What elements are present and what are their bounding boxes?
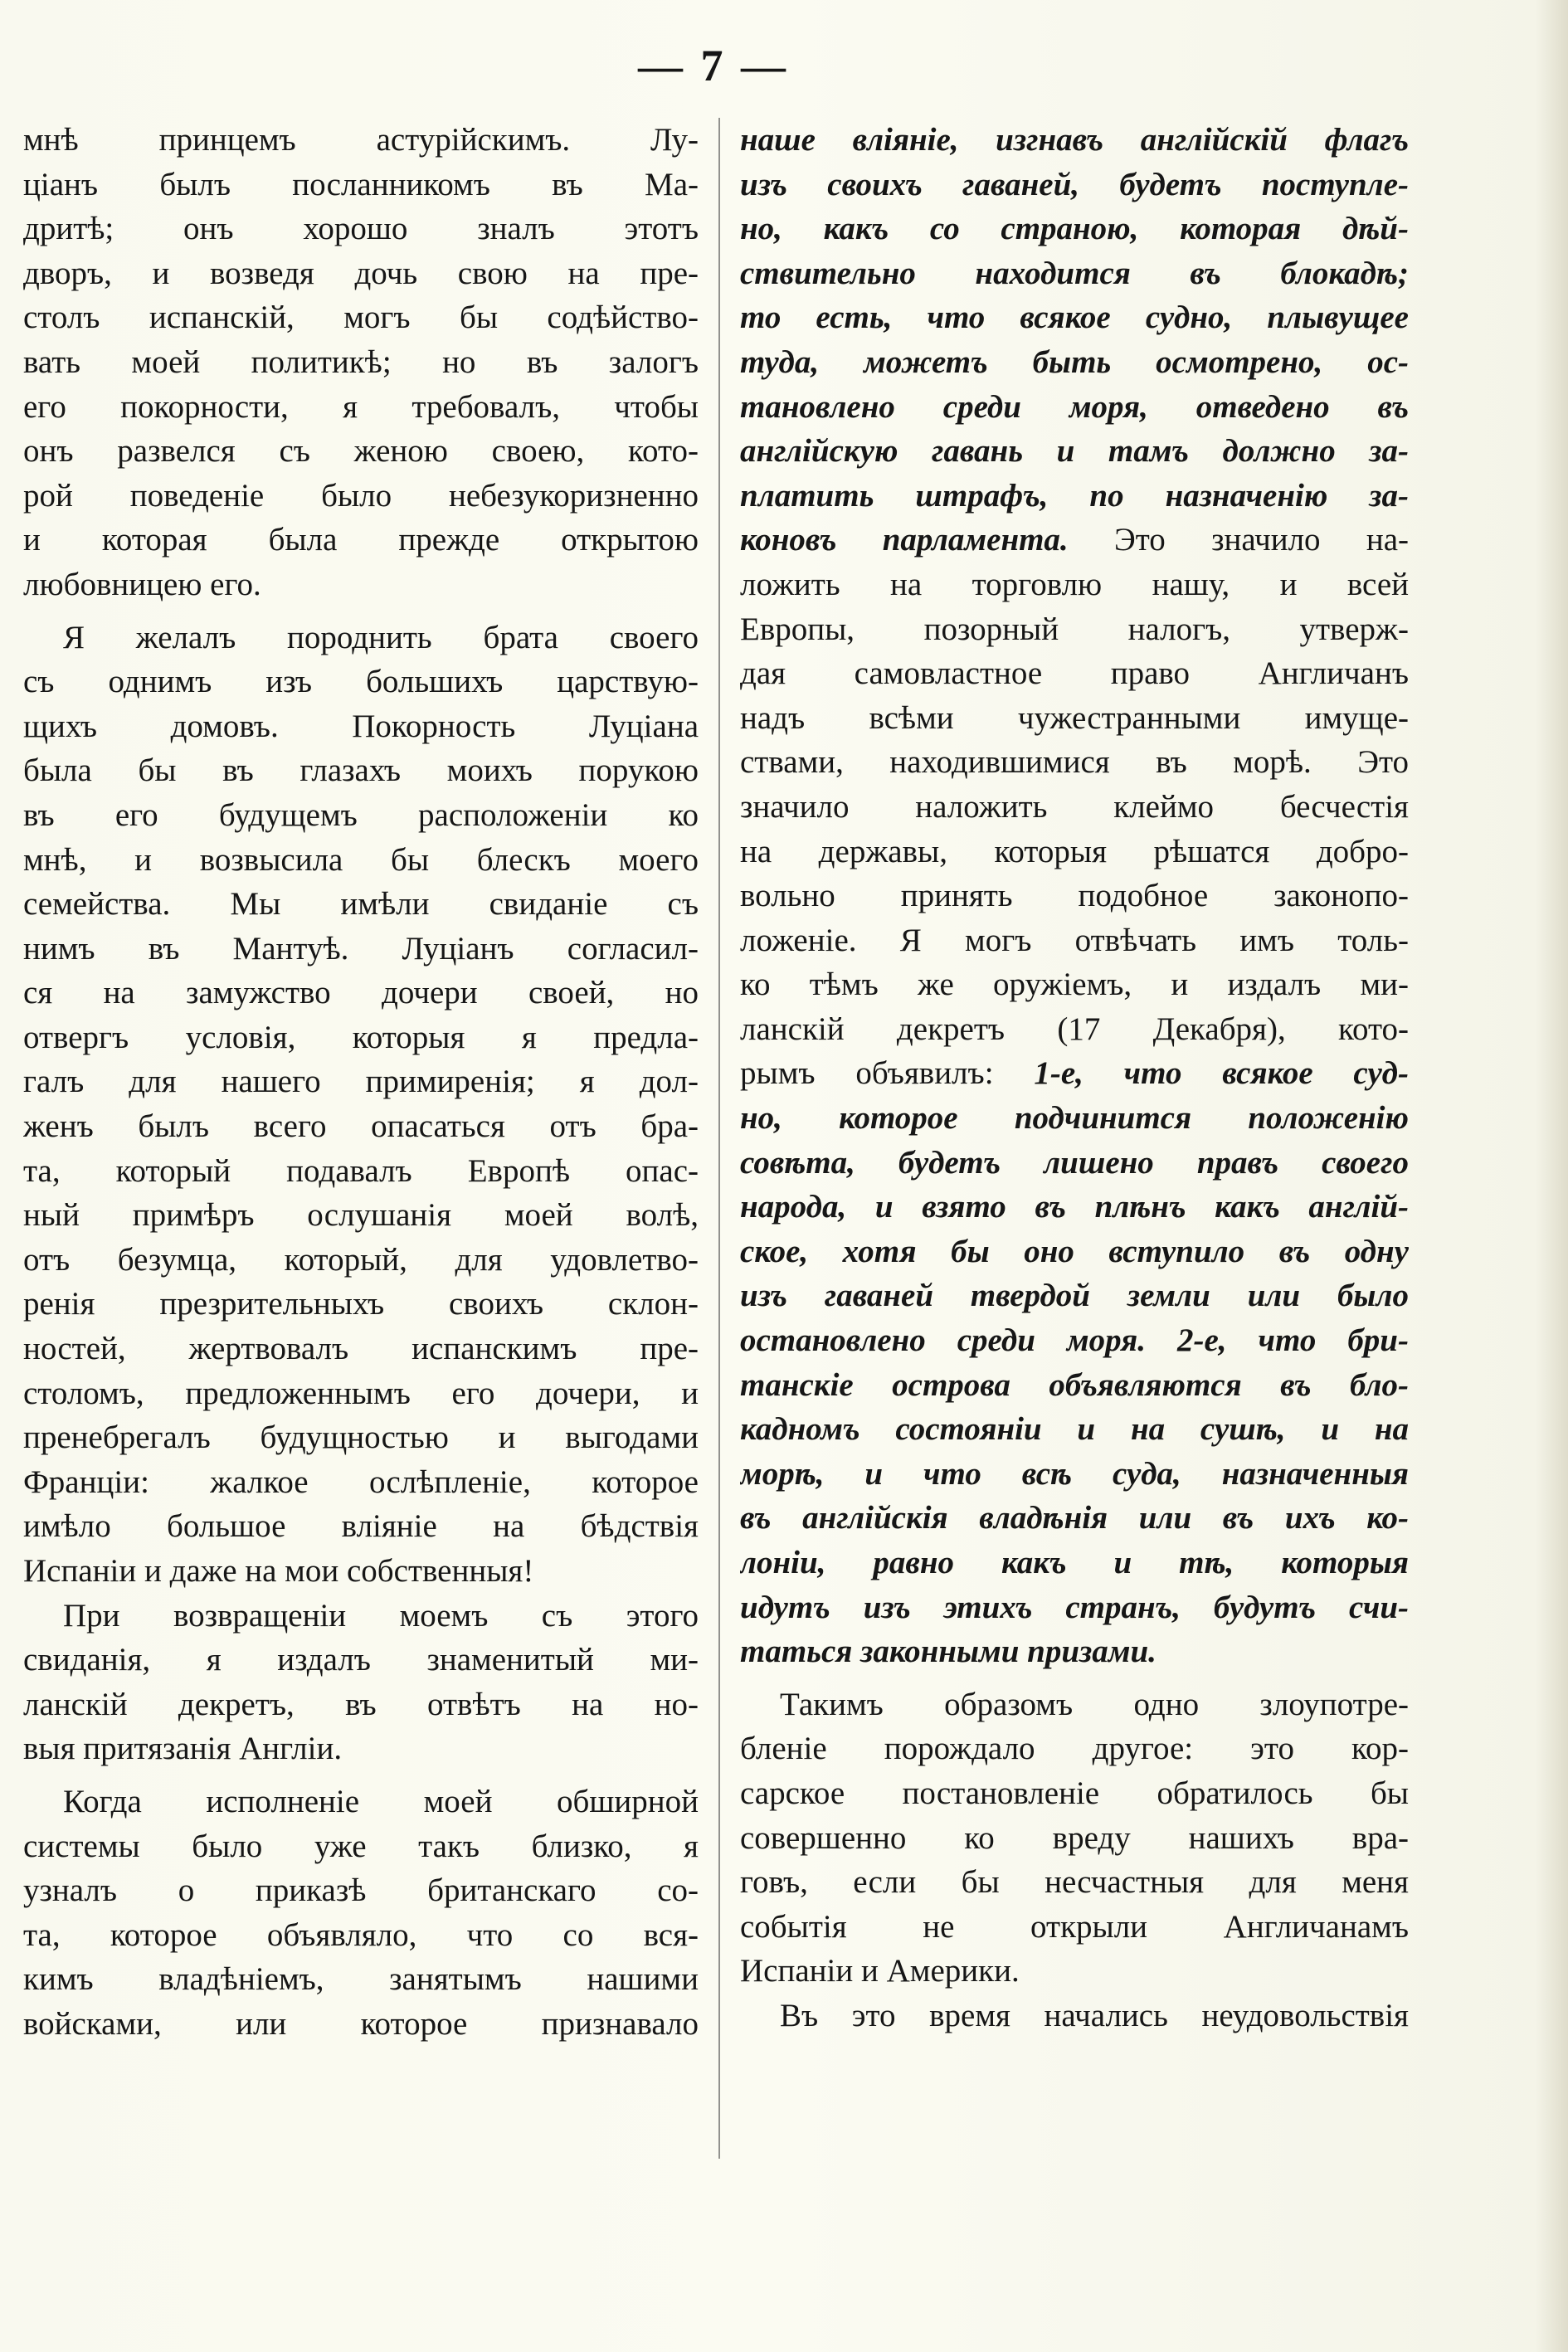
text-line: тановлено среди моря, отведено въ [740,388,1409,425]
text-line: ный примѣръ ослушанія моей волѣ, [23,1197,699,1234]
text-line: пренебрегалъ будущностью и выгодами [23,1419,699,1456]
text-line: ціанъ былъ посланникомъ въ Ма- [23,166,699,202]
text-line: ложеніе. Я могъ отвѣчать имъ толь- [740,922,1409,958]
text-line: идутъ изъ этихъ странъ, будутъ счи- [740,1589,1409,1625]
text-line: дая самовластное право Англичанъ [740,655,1409,692]
text-line: столомъ, предложеннымъ его дочери, и [23,1375,699,1411]
text-line: Такимъ образомъ одно злоупотре- [780,1686,1409,1722]
text-line: любовницею его. [23,566,261,602]
text-line: лоніи, равно какъ и тѣ, которыя [740,1545,1409,1580]
text-line: его покорности, я требовалъ, чтобы [23,388,699,425]
text-line: При возвращеніи моемъ съ этого [63,1597,699,1634]
text-line: ся на замужство дочери своей, но [23,975,699,1011]
text-line: совѣта, будетъ лишено правъ своего [740,1144,1409,1181]
text-line: мнѣ, и возвысила бы блескъ моего [23,841,699,878]
text-line: вольно принять подобное законопо- [740,878,1409,914]
text-line: женъ былъ всего опасаться отъ бра- [23,1108,699,1145]
text-line: то есть, что всякое судно, плывущее [740,299,1409,336]
text-line: отвергъ условія, которыя я предла- [23,1019,699,1055]
text-line: ланскій декретъ (17 Декабря), кото- [740,1010,1409,1047]
text-line: системы было уже такъ близко, я [23,1828,699,1864]
text-line: морѣ, и что всѣ суда, назначенныя [740,1455,1409,1492]
text-line: событія не открыли Англичанамъ [740,1908,1409,1945]
text-line: кимъ владѣніемъ, занятымъ нашими [23,1961,699,1998]
text-line: говъ, если бы несчастныя для меня [740,1864,1409,1901]
text-line: въ англійскія владѣнія или въ ихъ ко- [740,1500,1409,1536]
text-line: щихъ домовъ. Покорность Луціана [23,708,699,744]
text-line: дворъ, и возведя дочь свою на пре- [23,255,699,291]
text-line: ностей, жертвовалъ испанскимъ пре- [23,1331,699,1367]
text-line: таться законными призами. [740,1634,1157,1670]
text-line: та, которое объявляло, что со вся- [23,1916,699,1953]
text-line: но, какъ со страною, которая дѣй- [740,211,1409,247]
text-line: Испаніи и Америки. [740,1953,1020,1989]
text-line: войсками, или которое признавало [23,2005,699,2042]
text-line: съ однимъ изъ большихъ царствую- [23,664,699,700]
text-line: Европы, позорный налогъ, утверж- [740,611,1409,647]
text-line: нимъ въ Мантуѣ. Луціанъ согласил- [23,930,699,967]
text-line: Я желалъ породнить брата своего [63,619,699,655]
text-line: рой поведеніе было небезукоризненно [23,477,699,514]
text-line: мнѣ принцемъ астурійскимъ. Лу- [23,122,699,158]
text-line: сарское постановленіе обратилось бы [740,1775,1409,1811]
text-line: но, которое подчинится положенію [740,1100,1409,1137]
text-line: ствами, находившимися въ морѣ. Это [740,744,1409,781]
text-line: была бы въ глазахъ моихъ порукою [23,752,699,789]
text-line: ложить на торговлю нашу, и всей [740,566,1409,602]
text-line: Франціи: жалкое ослѣпленіе, которое [23,1463,699,1500]
text-line: Въ это время начались неудовольствія [780,1997,1409,2033]
text-line: совершенно ко вреду нашихъ вра- [740,1819,1409,1856]
text-line: Испаніи и даже на мои собственныя! [23,1553,534,1589]
text-line: ренія презрительныхъ своихъ склон- [23,1286,699,1322]
text-line: народа, и взято въ плѣнъ какъ англій- [740,1189,1409,1225]
page-number: — 7 — [638,41,789,90]
text-line: танскіе острова объявляются въ бло- [740,1366,1409,1403]
text-line: остановлено среди моря. 2-е, что бри- [740,1322,1409,1359]
text-line: онъ развелся съ женою своею, кото- [23,433,699,470]
text-line: платить штрафъ, по назначенію за- [740,477,1409,514]
text-line: та, который подавалъ Европѣ опас- [23,1152,699,1189]
text-line: кадномъ состояніи и на сушѣ, и на [740,1411,1409,1448]
text-line: коновъ парламента. Это значило на- [740,522,1409,558]
column-divider [718,118,720,2159]
text-line: изъ гаваней твердой земли или было [740,1278,1409,1314]
text-line: наше вліяніе, изгнавъ англійскій флагъ [740,122,1409,158]
text-line: ское, хотя бы оно вступило въ одну [740,1233,1409,1269]
text-line: дритѣ; онъ хорошо зналъ этотъ [23,211,699,247]
left-text-column [23,118,699,2047]
text-line: и которая была прежде открытою [23,522,699,558]
text-line: галъ для нашего примиренія; я дол- [23,1064,699,1100]
text-line: бленіе порождало другое: это кор- [740,1731,1409,1767]
text-line: на державы, которыя рѣшатся добро- [740,833,1409,869]
text-line: имѣло большое вліяніе на бѣдствія [23,1508,699,1545]
text-line: Когда исполненіе моей обширной [63,1783,699,1819]
text-line: выя притязанія Англіи. [23,1731,343,1767]
text-line: туда, можетъ быть осмотрено, ос- [740,343,1409,380]
text-line: ствительно находится въ блокадѣ; [740,255,1409,291]
text-line: англійскую гавань и тамъ должно за- [740,433,1409,470]
text-line: значило наложить клеймо бесчестія [740,788,1409,825]
text-line: столъ испанскій, могъ бы содѣйство- [23,299,699,336]
text-line: узналъ о приказѣ британскаго со- [23,1872,699,1909]
text-line: надъ всѣми чужестранными имуще- [740,699,1409,736]
text-line: семейства. Мы имѣли свиданіе съ [23,886,699,923]
text-line: въ его будущемъ расположеніи ко [23,796,699,833]
page-edge-shadow [1535,0,1568,2352]
text-line: рымъ объявилъ: 1-е, что всякое суд- [740,1055,1409,1092]
text-line: свиданія, я издалъ знаменитый ми- [23,1642,699,1678]
text-line: вать моей политикѣ; но въ залогъ [23,343,699,380]
text-line: ланскій декретъ, въ отвѣтъ на но- [23,1686,699,1722]
text-line: изъ своихъ гаваней, будетъ поступле- [740,166,1409,202]
right-text-column [740,118,1409,2038]
text-line: отъ безумца, который, для удовлетво- [23,1241,699,1278]
text-line: ко тѣмъ же оружіемъ, и издалъ ми- [740,967,1409,1003]
